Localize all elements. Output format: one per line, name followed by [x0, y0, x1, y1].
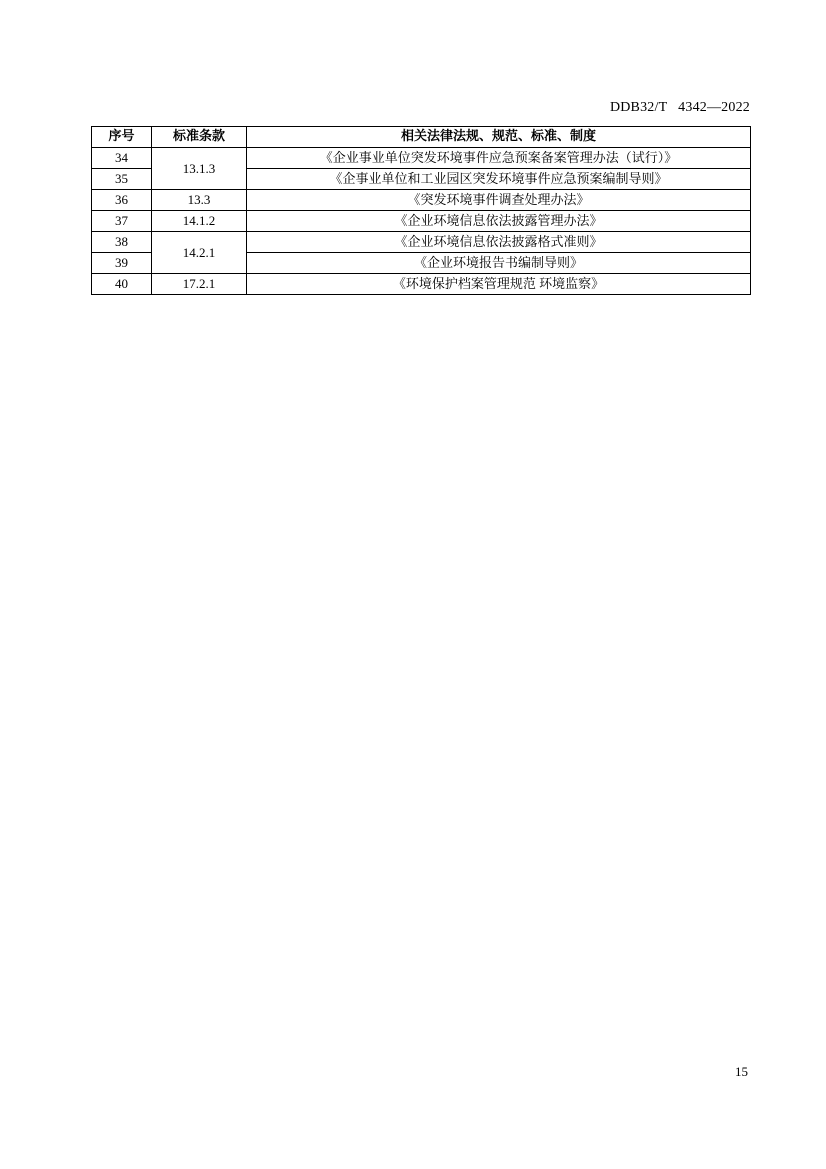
table-row	[92, 211, 751, 232]
column-header-serial: 序号	[92, 127, 152, 148]
table-row	[92, 190, 751, 211]
row-clause: 14.1.2	[152, 211, 247, 232]
row-clause: 13.3	[152, 190, 247, 211]
row-serial: 35	[92, 169, 152, 190]
standards-reference-table	[91, 126, 751, 295]
document-id: DDB32/T 4342—2022	[609, 100, 750, 115]
row-clause: 13.1.3	[152, 148, 247, 190]
row-serial: 37	[92, 211, 152, 232]
row-document: 《企业环境报告书编制导则》	[247, 253, 751, 274]
page-number: 15	[735, 1064, 748, 1079]
table-row	[92, 148, 751, 169]
table-header-row	[92, 127, 751, 148]
table-row	[92, 232, 751, 253]
row-document: 《企业事业单位突发环境事件应急预案备案管理办法（试行）》	[247, 148, 751, 169]
row-serial: 38	[92, 232, 152, 253]
row-serial: 34	[92, 148, 152, 169]
row-serial: 36	[92, 190, 152, 211]
column-header-documents: 相关法律法规、规范、标准、制度	[247, 127, 751, 148]
column-header-clause: 标准条款	[152, 127, 247, 148]
row-clause: 17.2.1	[152, 274, 247, 295]
row-serial: 40	[92, 274, 152, 295]
table-row	[92, 274, 751, 295]
row-document: 《企业环境信息依法披露格式准则》	[247, 232, 751, 253]
row-document: 《企事业单位和工业园区突发环境事件应急预案编制导则》	[247, 169, 751, 190]
row-document: 《突发环境事件调查处理办法》	[247, 190, 751, 211]
row-clause: 14.2.1	[152, 232, 247, 274]
row-serial: 39	[92, 253, 152, 274]
row-document: 《环境保护档案管理规范 环境监察》	[247, 274, 751, 295]
row-document: 《企业环境信息依法披露管理办法》	[247, 211, 751, 232]
